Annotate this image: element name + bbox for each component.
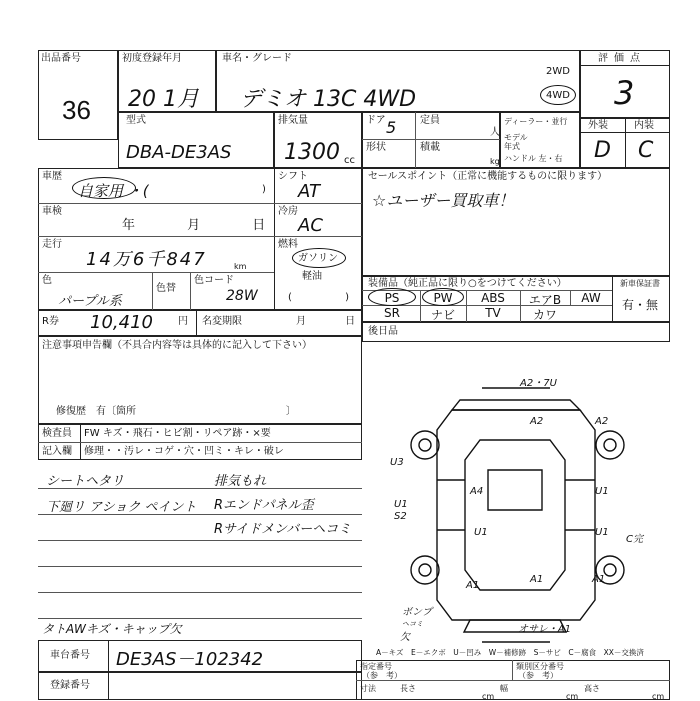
int-value: C xyxy=(638,138,654,163)
note-line-4 xyxy=(38,566,362,567)
height-sub: 高さ xyxy=(584,684,600,693)
equip-pw: PW xyxy=(433,291,453,305)
reg-divider xyxy=(108,672,109,700)
fuel-circle xyxy=(292,248,346,268)
equip-pw-circle xyxy=(422,288,464,306)
category-note: （参 考） xyxy=(518,671,558,680)
mileage-value: 14万6千847 xyxy=(86,249,207,270)
load-unit: kg xyxy=(490,157,500,166)
capacity-label: 定員 xyxy=(420,115,440,126)
designation-mid xyxy=(356,680,670,681)
equip-ps-circle xyxy=(368,288,416,306)
details-right-row1 xyxy=(274,203,362,204)
diagram-legend: A－キズ E－エクボ U－凹み W－補修跡 S－サビ C－腐食 XX－交換済 xyxy=(376,648,644,657)
mark-a2-right: A2 xyxy=(595,416,609,427)
cc-unit: cc xyxy=(344,155,355,166)
name-grade-label: 車名・グレード xyxy=(222,53,292,64)
cc-label: 排気量 xyxy=(278,115,308,126)
length-sub: 長さ xyxy=(400,684,416,693)
mark-dent: ヘコミ xyxy=(402,620,423,628)
mark-u3: U3 xyxy=(390,457,404,468)
warranty-value: 有・無 xyxy=(622,298,659,312)
doors-label: ドア xyxy=(366,115,386,126)
color-code-divider xyxy=(190,272,191,310)
mark-a2-7u: A2・7U xyxy=(520,378,557,389)
handle-label: ハンドル 左・右 xyxy=(504,154,563,163)
mark-a4: A4 xyxy=(470,486,484,497)
seat-label: 後日品 xyxy=(368,326,398,337)
recycle-label: R券 xyxy=(42,316,59,327)
warranty-label: 新車保証書 xyxy=(620,279,660,288)
color-code-label: 色コード xyxy=(194,275,234,286)
note-seat: シートヘタリ xyxy=(46,474,125,489)
ac-label: 冷房 xyxy=(278,206,298,217)
row2-inner-divider xyxy=(415,112,416,168)
mark-u1-rright: U1 xyxy=(595,527,609,538)
name-change-label: 名変期限 xyxy=(202,316,242,327)
sales-label: セールスポイント（正常に機能するものに限ります） xyxy=(368,171,608,182)
mark-osare: オサレ・A1 xyxy=(518,624,572,635)
ext-value: D xyxy=(594,138,611,163)
fuel-value2: 軽油 xyxy=(302,271,322,282)
dealer-label: ディーラー・並行 xyxy=(504,117,568,126)
equip-airbag: エアB xyxy=(528,293,562,307)
fuel-value: ガソリン xyxy=(298,253,338,264)
equipment-label: 装備品（純正品に限り○をつけてください） xyxy=(368,278,567,289)
equip-aw: AW xyxy=(581,291,601,305)
first-reg-value: 20 1月 xyxy=(128,87,199,112)
capacity-unit: 人 xyxy=(490,127,500,138)
reg-label: 登録番号 xyxy=(50,680,90,691)
equip-navi: ナビ xyxy=(430,308,455,322)
note-line-3 xyxy=(38,540,362,541)
designation-label: 指定番号 xyxy=(360,662,392,671)
lot-label: 出品番号 xyxy=(41,53,81,64)
equip-ps: PS xyxy=(384,291,400,305)
first-reg-label: 初度登録年月 xyxy=(122,53,182,64)
ac-value: AC xyxy=(298,215,323,236)
length-label: 寸法 xyxy=(360,684,376,693)
history-close: ) xyxy=(262,184,266,195)
shape-label: 形状 xyxy=(366,142,386,153)
cc-value: 1300 xyxy=(284,140,340,165)
unit-cm-3: cm xyxy=(652,692,665,701)
mark-u1-rear: U1 xyxy=(474,527,488,538)
shift-value: AT xyxy=(298,181,320,202)
note-aw: タトAWキズ・キャップ欠 xyxy=(42,622,182,636)
history-circle xyxy=(72,177,136,199)
shift-label: シフト xyxy=(278,171,308,182)
recycle-unit: 円 xyxy=(178,316,188,327)
recycle-value: 10,410 xyxy=(90,312,153,333)
ext-label: 外装 xyxy=(588,120,608,131)
details-row2 xyxy=(38,236,274,237)
model-label: 型式 xyxy=(126,115,146,126)
sales-value: ☆ユーザー買取車！ xyxy=(372,191,515,210)
note-under: 下廻リ アショク ペイント xyxy=(46,500,197,515)
mark-c-complete: C完 xyxy=(626,534,643,545)
unit-cm-2: cm xyxy=(566,692,579,701)
width-sub: 幅 xyxy=(500,684,508,693)
equip-abs: ABS xyxy=(481,291,505,305)
notes-label: 注意事項申告欄（不具合内容等は具体的に記入して下さい） xyxy=(42,340,312,351)
name-grade-value: デミオ 13C 4WD xyxy=(240,87,417,112)
fuel-paren: ( ) xyxy=(288,292,349,303)
warranty-divider xyxy=(612,276,613,322)
mark-a1-center: A1 xyxy=(530,574,544,585)
inspector-codes2: 修理・・汚レ・コゲ・穴・凹ミ・キレ・破レ xyxy=(84,446,284,457)
details-vdivider xyxy=(274,168,275,310)
mark-a2-front: A2 xyxy=(530,416,544,427)
details-right-row2 xyxy=(274,236,362,237)
inspector-label2: 記入欄 xyxy=(42,446,72,457)
lot-number: 36 xyxy=(62,95,91,125)
unit-cm-1: cm xyxy=(482,692,495,701)
equip-tv: TV xyxy=(485,306,501,320)
note-line-5 xyxy=(38,592,362,593)
mileage-label: 走行 xyxy=(42,239,62,250)
mark-bonnet: ボンプ xyxy=(402,607,432,618)
mark-missing: 欠 xyxy=(400,632,410,643)
ext-int-divider xyxy=(625,118,626,168)
chassis-divider xyxy=(108,640,109,672)
drive-4wd: 4WD xyxy=(546,90,570,101)
mark-a1-left: A1 xyxy=(466,580,480,591)
int-label: 内装 xyxy=(634,120,654,131)
inspector-label1: 検査員 xyxy=(42,428,72,439)
note-rside: Rサイドメンバーヘコミ xyxy=(214,522,352,537)
note-rend: Rエンドパネル歪 xyxy=(214,498,314,513)
drive-4wd-circle xyxy=(540,85,576,105)
mark-u1-right: U1 xyxy=(595,486,609,497)
model-year-label: モデル年式 xyxy=(504,133,528,151)
color-value: パープル系 xyxy=(58,294,122,309)
inspector-codes1: FW キズ・飛石・ヒビ割・リペア跡・×要 xyxy=(84,428,271,439)
drive-2wd: 2WD xyxy=(546,66,570,77)
designation-split xyxy=(512,660,513,680)
doors-value: 5 xyxy=(386,118,397,137)
note-exhaust: 排気もれ xyxy=(214,474,267,489)
note-line-6 xyxy=(38,618,362,619)
repair-label: 修復歴 有〔箇所 〕 xyxy=(56,406,296,417)
equip-leather: カワ xyxy=(532,308,557,322)
fuel-label: 燃料 xyxy=(278,239,298,250)
history-label: 車歴 xyxy=(42,171,62,182)
eval-divider xyxy=(580,65,670,66)
load-label: 積載 xyxy=(420,142,440,153)
shaken-label: 車検 xyxy=(42,206,62,217)
details-row1 xyxy=(38,203,274,204)
equip-sr: SR xyxy=(384,306,400,320)
history-value: 自家用 ・( xyxy=(78,182,149,200)
model-value: DBA-DE3AS xyxy=(126,142,232,163)
eval-score: 3 xyxy=(614,74,635,112)
mark-s2: S2 xyxy=(394,511,407,522)
name-change-value: 月 日 xyxy=(296,316,356,327)
color-divider xyxy=(152,272,153,310)
row2-mid-divider xyxy=(362,139,500,140)
inspector-mid xyxy=(38,442,362,443)
recycle-divider xyxy=(196,310,197,336)
mark-u1-left: U1 xyxy=(394,499,408,510)
shaken-value: 年 月 日 xyxy=(122,218,266,233)
seat-box xyxy=(362,322,670,342)
mark-a1-right: A1 xyxy=(592,574,606,585)
details-row3 xyxy=(38,272,274,273)
mileage-unit: km xyxy=(234,262,247,271)
ext-int-hdivider xyxy=(580,132,670,133)
chassis-value: DE3AS－102342 xyxy=(116,649,264,670)
color-code-value: 28W xyxy=(226,288,258,304)
chassis-label: 車台番号 xyxy=(50,650,90,661)
sales-box xyxy=(362,168,670,276)
category-label: 類別区分番号 xyxy=(516,662,564,671)
designation-note: （参 考） xyxy=(362,671,402,680)
eval-label: 評価点 xyxy=(598,53,646,64)
color-label: 色 xyxy=(42,275,52,286)
car-diagram xyxy=(370,370,680,660)
color-change-label: 色替 xyxy=(156,283,176,294)
